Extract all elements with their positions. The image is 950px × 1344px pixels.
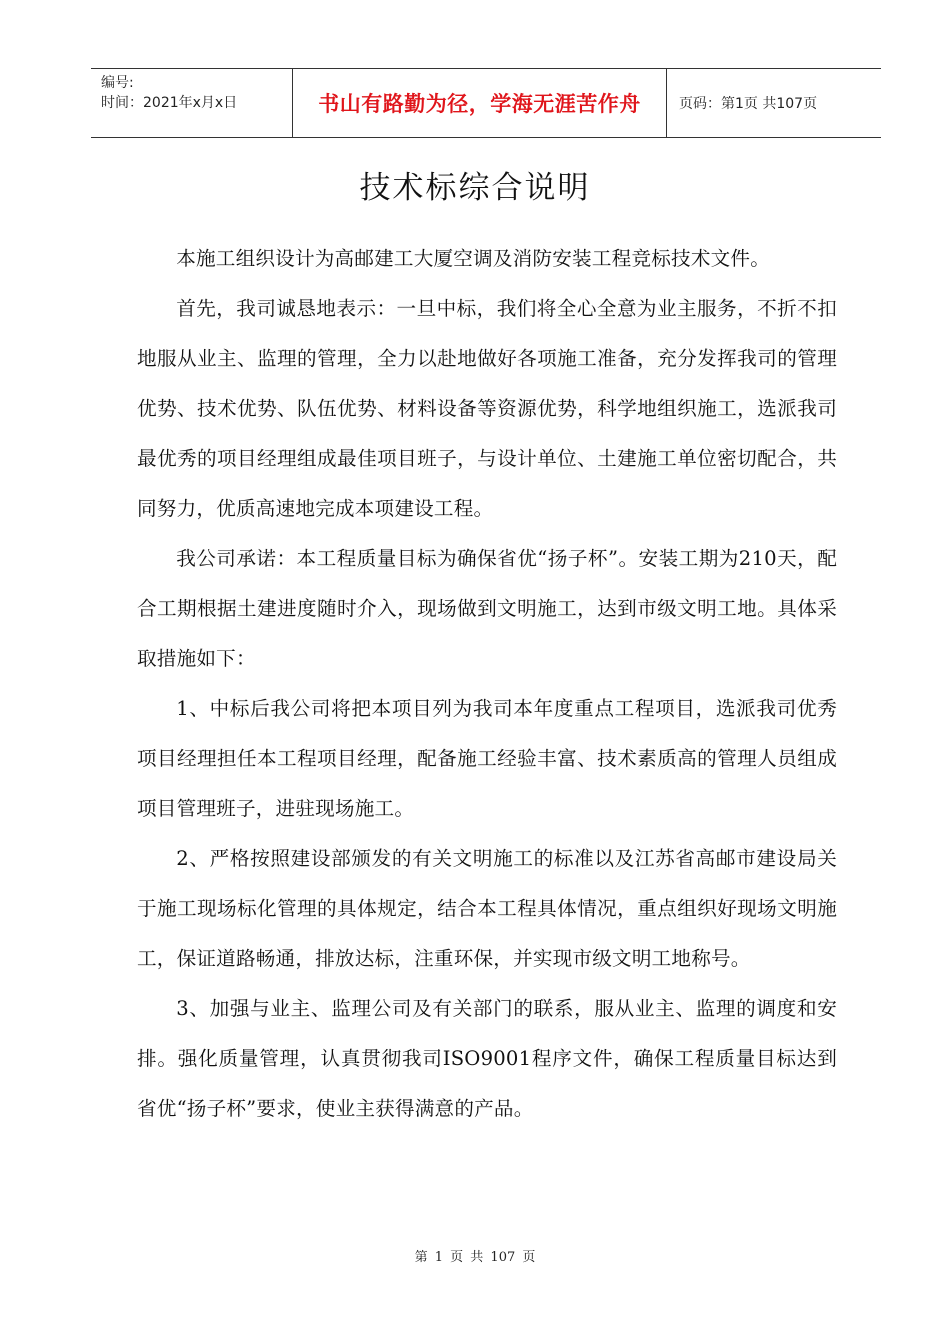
header-meta bbox=[91, 69, 293, 137]
document-number-label: 编号: bbox=[101, 75, 134, 91]
header-page-info: 页码：第1页 共107页 bbox=[679, 96, 818, 112]
document-time: 时间：2021年x月x日 bbox=[101, 95, 238, 111]
page-header bbox=[91, 68, 881, 138]
paragraph-measure-3: 3、加强与业主、监理公司及有关部门的联系，服从业主、监理的调度和安排。强化质量管理，认真贯彻我司ISO9001程序文件，确保工程质量目标达到省优“扬子杯”要求，使业主获得满意的产品。 bbox=[137, 997, 837, 1120]
document-body bbox=[137, 234, 837, 1134]
page-footer: 第 1 页 共 107 页 bbox=[414, 1250, 536, 1265]
paragraph-commitment: 首先，我司诚恳地表示：一旦中标，我们将全心全意为业主服务，不折不扣地服从业主、监理的管理，全力以赴地做好各项施工准备，充分发挥我司的管理优势、技术优势、队伍优势、材料设备等资源优势，科学地组织施工，选派我司最优秀的项目经理组成最佳项目班子，与设计单位、土建施工单位密切配合，共同努力，优质高速地完成本项建设工程。 bbox=[137, 297, 837, 520]
paragraph-intro: 本施工组织设计为高邮建工大厦空调及消防安装工程竞标技术文件。 bbox=[176, 247, 770, 270]
header-motto: 书山有路勤为径，学海无涯苦作舟 bbox=[293, 69, 667, 137]
document-title: 技术标综合说明 bbox=[359, 170, 591, 206]
paragraph-measure-1: 1、中标后我公司将把本项目列为我司本年度重点工程项目，选派我司优秀项目经理担任本工程项目经理，配备施工经验丰富、技术素质高的管理人员组成项目管理班子，进驻现场施工。 bbox=[137, 697, 837, 820]
paragraph-measure-2: 2、严格按照建设部颁发的有关文明施工的标准以及江苏省高邮市建设局关于施工现场标化管理的具体规定，结合本工程具体情况，重点组织好现场文明施工，保证道路畅通，排放达标，注重环保，并实现市级文明工地称号。 bbox=[137, 847, 837, 970]
paragraph-promise: 我公司承诺：本工程质量目标为确保省优“扬子杯”。安装工期为210天，配合工期根据土建进度随时介入，现场做到文明施工，达到市级文明工地。具体采取措施如下： bbox=[137, 547, 837, 670]
